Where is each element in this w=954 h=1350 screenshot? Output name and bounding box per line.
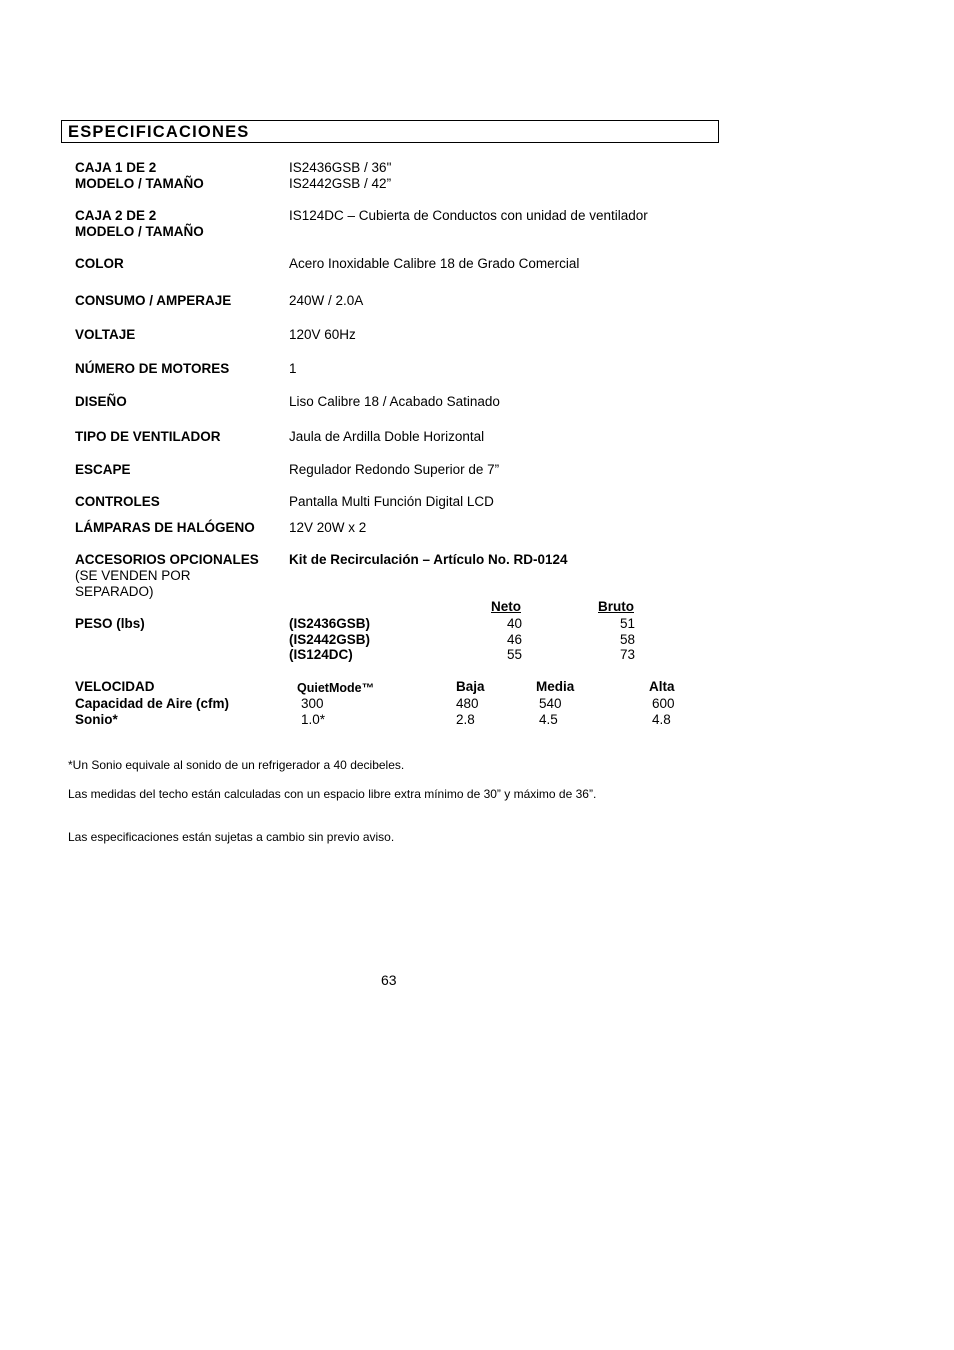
caja1-value-2: IS2442GSB / 42” [289, 176, 392, 191]
velocidad-header-media: Media [536, 679, 575, 694]
consumo-value: 240W / 2.0A [289, 293, 364, 308]
voltaje-value: 120V 60Hz [289, 327, 356, 342]
sonio-note: *Un Sonio equivale al sonido de un refrigerador a 40 decibeles. [68, 758, 405, 772]
peso-label: PESO (lbs) [75, 616, 145, 631]
page-number: 63 [381, 972, 397, 988]
sonio-quietmode: 1.0* [301, 712, 326, 727]
peso-neto-1: 40 [506, 616, 522, 631]
caja2-value: IS124DC – Cubierta de Conductos con unidad de ventilador [289, 208, 648, 223]
peso-bruto-2: 58 [619, 632, 635, 647]
peso-model-3: (IS124DC) [289, 647, 353, 662]
peso-neto-2: 46 [506, 632, 522, 647]
velocidad-header-quietmode: QuietMode™ [297, 681, 375, 695]
diseno-label: DISEÑO [75, 394, 127, 409]
peso-bruto-3: 73 [619, 647, 635, 662]
caja1-value-1: IS2436GSB / 36" [289, 160, 392, 175]
escape-label: ESCAPE [75, 462, 131, 477]
caja1-label-2: MODELO / TAMAÑO [75, 176, 204, 191]
peso-bruto-1: 51 [619, 616, 635, 631]
section-title-box [61, 120, 719, 143]
color-label: COLOR [75, 256, 124, 271]
caja1-label-1: CAJA 1 DE 2 [75, 160, 157, 175]
caja2-label-1: CAJA 2 DE 2 [75, 208, 157, 223]
peso-bruto-header: Bruto [598, 599, 634, 614]
peso-model-2: (IS2442GSB) [289, 632, 371, 647]
escape-value: Regulador Redondo Superior de 7” [289, 462, 500, 477]
ventilador-label: TIPO DE VENTILADOR [75, 429, 221, 444]
ventilador-value: Jaula de Ardilla Doble Horizontal [289, 429, 485, 444]
peso-neto-3: 55 [506, 647, 522, 662]
sonio-alta: 4.8 [652, 712, 671, 727]
consumo-label: CONSUMO / AMPERAJE [75, 293, 232, 308]
capacidad-quietmode: 300 [301, 696, 324, 711]
sonio-media: 4.5 [539, 712, 558, 727]
cambio-note: Las especificaciones están sujetas a cambio sin previo aviso. [68, 830, 395, 844]
controles-value: Pantalla Multi Función Digital LCD [289, 494, 494, 509]
lamparas-label: LÁMPARAS DE HALÓGENO [75, 520, 255, 535]
caja2-label-2: MODELO / TAMAÑO [75, 224, 204, 239]
accesorios-value: Kit de Recirculación – Artículo No. RD-0124 [289, 552, 568, 567]
controles-label: CONTROLES [75, 494, 160, 509]
velocidad-header-alta: Alta [649, 679, 675, 694]
sonio-label: Sonio* [75, 712, 118, 727]
accesorios-sub-1: (SE VENDEN POR [75, 568, 191, 583]
accesorios-label: ACCESORIOS OPCIONALES [75, 552, 259, 567]
motores-value: 1 [289, 361, 297, 376]
techo-note: Las medidas del techo están calculadas con un espacio libre extra mínimo de 30” y máximo de 36”. [68, 787, 597, 801]
motores-label: NÚMERO DE MOTORES [75, 361, 230, 376]
peso-neto-header: Neto [491, 599, 521, 614]
capacidad-label: Capacidad de Aire (cfm) [75, 696, 230, 711]
capacidad-alta: 600 [652, 696, 675, 711]
velocidad-label: VELOCIDAD [75, 679, 155, 694]
section-title: ESPECIFICACIONES [68, 123, 250, 141]
velocidad-header-baja: Baja [456, 679, 485, 694]
lamparas-value: 12V 20W x 2 [289, 520, 367, 535]
accesorios-sub-2: SEPARADO) [75, 584, 154, 599]
capacidad-baja: 480 [456, 696, 479, 711]
voltaje-label: VOLTAJE [75, 327, 136, 342]
peso-model-1: (IS2436GSB) [289, 616, 371, 631]
sonio-baja: 2.8 [456, 712, 475, 727]
capacidad-media: 540 [539, 696, 562, 711]
diseno-value: Liso Calibre 18 / Acabado Satinado [289, 394, 500, 409]
color-value: Acero Inoxidable Calibre 18 de Grado Comercial [289, 256, 580, 271]
